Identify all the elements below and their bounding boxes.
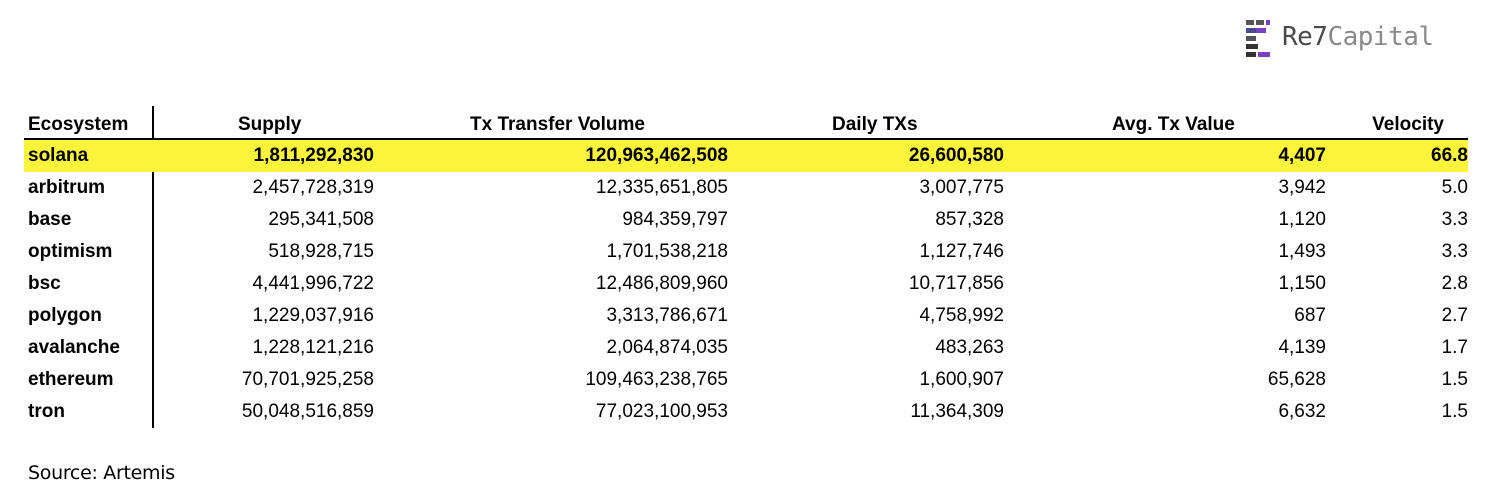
ecosystem-cell: polygon [28, 305, 102, 326]
avg-tx-value-cell: 4,139 [1278, 337, 1326, 358]
supply-cell: 1,229,037,916 [252, 305, 374, 326]
velocity-cell: 5.0 [1441, 177, 1468, 198]
re7-logo-icon [1246, 20, 1272, 58]
supply-cell: 1,228,121,216 [252, 337, 374, 358]
table-row [24, 268, 1468, 300]
brand-name [1282, 22, 1434, 52]
table-row [24, 364, 1468, 396]
ecosystem-cell: optimism [28, 241, 113, 262]
avg-tx-value-cell: 1,120 [1278, 209, 1326, 230]
daily-txs-cell: 4,758,992 [919, 305, 1004, 326]
avg-tx-value-cell: 4,407 [1278, 145, 1326, 166]
header-ecosystem: Ecosystem [28, 114, 129, 135]
daily-txs-cell: 11,364,309 [910, 401, 1004, 422]
tx-transfer-volume-cell: 2,064,874,035 [606, 337, 728, 358]
tx-transfer-volume-cell: 1,701,538,218 [606, 241, 728, 262]
ecosystem-cell: ethereum [28, 369, 114, 390]
supply-cell: 2,457,728,319 [252, 177, 374, 198]
ecosystem-cell: solana [28, 145, 89, 166]
velocity-cell: 2.7 [1441, 305, 1468, 326]
avg-tx-value-cell: 3,942 [1278, 177, 1326, 198]
ecosystem-cell: arbitrum [28, 177, 106, 198]
header-supply: Supply [238, 114, 302, 135]
tx-transfer-volume-cell: 12,335,651,805 [595, 177, 728, 198]
supply-cell: 70,701,925,258 [241, 369, 374, 390]
daily-txs-cell: 857,328 [935, 209, 1004, 230]
avg-tx-value-cell: 687 [1294, 305, 1326, 326]
supply-cell: 518,928,715 [268, 241, 374, 262]
ecosystem-cell: bsc [28, 273, 61, 294]
supply-cell: 1,811,292,830 [253, 145, 374, 166]
table-header [24, 108, 1468, 140]
tx-transfer-volume-cell: 109,463,238,765 [585, 369, 728, 390]
source-note: Source: Artemis [28, 462, 175, 484]
avg-tx-value-cell: 65,628 [1267, 369, 1326, 390]
velocity-cell: 3.3 [1441, 209, 1468, 230]
daily-txs-cell: 1,600,907 [919, 369, 1004, 390]
header-avg-tx-value: Avg. Tx Value [1112, 114, 1235, 135]
table-row [24, 332, 1468, 364]
ecosystem-cell: avalanche [28, 337, 120, 358]
table-row [24, 204, 1468, 236]
daily-txs-cell: 1,127,746 [919, 241, 1004, 262]
tx-transfer-volume-cell: 120,963,462,508 [585, 145, 728, 166]
header-tx-transfer-volume: Tx Transfer Volume [470, 114, 645, 135]
velocity-cell: 66.8 [1431, 145, 1468, 166]
avg-tx-value-cell: 1,493 [1278, 241, 1326, 262]
velocity-cell: 1.7 [1441, 337, 1468, 358]
brand-name-part1: Re7 [1282, 22, 1328, 52]
table-row [24, 236, 1468, 268]
daily-txs-cell: 483,263 [935, 337, 1004, 358]
daily-txs-cell: 26,600,580 [908, 145, 1004, 166]
brand-name-part2: Capital [1327, 22, 1434, 52]
supply-cell: 50,048,516,859 [241, 401, 374, 422]
ecosystem-cell: base [28, 209, 72, 230]
table-row [24, 140, 1468, 172]
ecosystem-cell: tron [28, 401, 65, 422]
daily-txs-cell: 10,717,856 [908, 273, 1004, 294]
velocity-cell: 1.5 [1441, 401, 1468, 422]
header-daily-txs: Daily TXs [832, 114, 918, 135]
header-velocity: Velocity [1372, 114, 1444, 135]
tx-transfer-volume-cell: 12,486,809,960 [595, 273, 728, 294]
avg-tx-value-cell: 1,150 [1278, 273, 1326, 294]
table-row [24, 172, 1468, 204]
tx-transfer-volume-cell: 3,313,786,671 [606, 305, 728, 326]
table-row [24, 396, 1468, 428]
velocity-cell: 3.3 [1441, 241, 1468, 262]
table-row [24, 300, 1468, 332]
daily-txs-cell: 3,007,775 [919, 177, 1004, 198]
avg-tx-value-cell: 6,632 [1278, 401, 1326, 422]
velocity-cell: 1.5 [1441, 369, 1468, 390]
supply-cell: 4,441,996,722 [252, 273, 374, 294]
velocity-cell: 2.8 [1441, 273, 1468, 294]
tx-transfer-volume-cell: 984,359,797 [622, 209, 728, 230]
supply-cell: 295,341,508 [268, 209, 374, 230]
tx-transfer-volume-cell: 77,023,100,953 [595, 401, 728, 422]
